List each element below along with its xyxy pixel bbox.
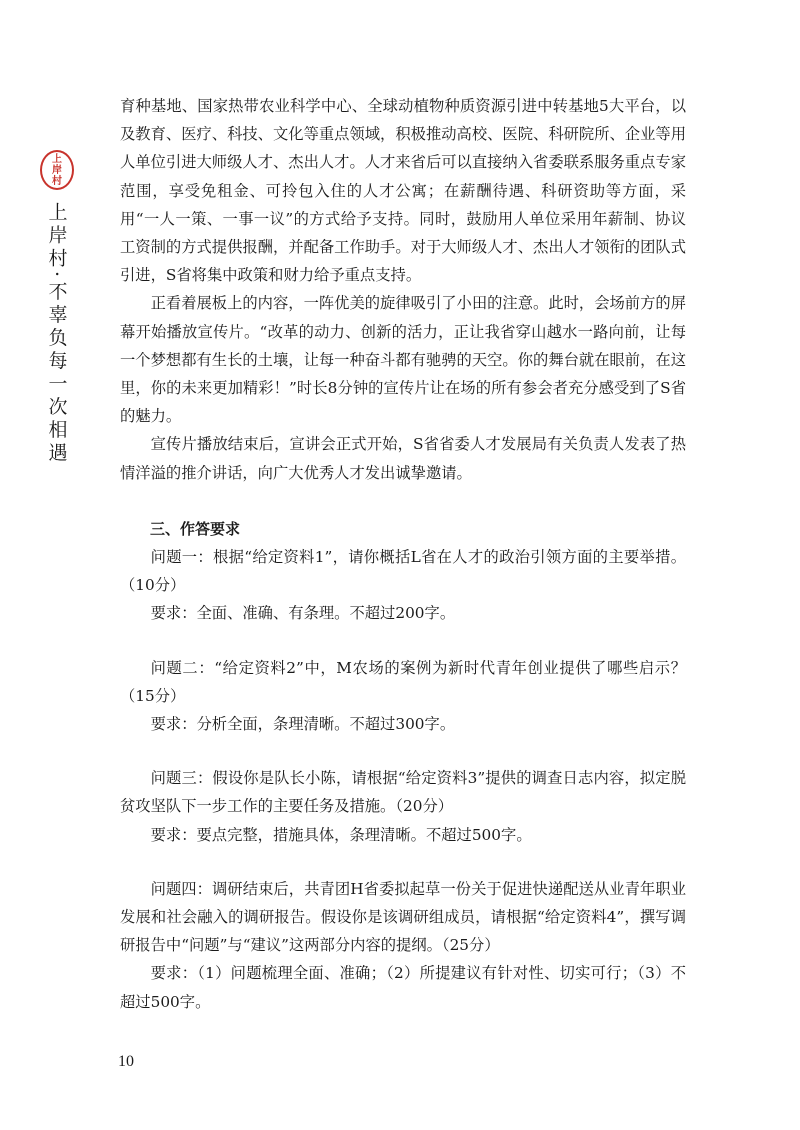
question-2: 问题二：“给定资料2”中，M农场的案例为新时代青年创业提供了哪些启示？（15分） bbox=[120, 658, 686, 705]
paragraph: 宣传片播放结束后，宣讲会正式开始，S省省委人才发展局有关负责人发表了热情洋溢的推介讲话，向广大优秀人才发出诚挚邀请。 bbox=[120, 435, 686, 482]
seal-logo-text: 上岸村 bbox=[52, 153, 62, 187]
side-brand bbox=[37, 150, 77, 465]
question-3: 问题三：假设你是队长小陈，请根据“给定资料3”提供的调查日志内容，拟定脱贫攻坚队下一步工作的主要任务及措施。（20分） bbox=[120, 769, 686, 816]
page-content bbox=[120, 92, 686, 1016]
seal-logo bbox=[40, 150, 74, 190]
requirement-4: 要求：（1）问题梳理全面、准确；（2）所提建议有针对性、切实可行；（3）不超过500字。 bbox=[120, 964, 686, 1011]
question-4: 问题四：调研结束后，共青团H省委拟起草一份关于促进快递配送从业青年职业发展和社会融入的调研报告。假设你是该调研组成员，请根据“给定资料4”，撰写调研报告中“问题”与“建议”这两部分内容的提纲。（25分） bbox=[120, 879, 686, 955]
question-1: 问题一：根据“给定资料1”，请你概括L省在人才的政治引领方面的主要举措。（10分） bbox=[120, 548, 686, 595]
spacer bbox=[120, 849, 686, 875]
requirement-2: 要求：分析全面，条理清晰。不超过300字。 bbox=[150, 715, 456, 734]
spacer bbox=[120, 738, 686, 764]
paragraph-continued: 育种基地、国家热带农业科学中心、全球动植物种质资源引进中转基地5大平台，以及教育、医疗、科技、文化等重点领域，积极推动高校、医院、科研院所、企业等用人单位引进大师级人才、杰出人才。人才来省后可以直接纳入省委联系服务重点专家范围，享受免租金、可拎包入住的人才公寓；在薪酬待遇、科研资助等方面，采用“一人一策、一事一议”的方式给予支持。同时，鼓励用人单位采用年薪制、协议工资制的方式提供报酬，并配备工作助手。对于大师级人才、杰出人才领衔的团队式引进，S省将集中政策和财力给予重点支持。 bbox=[120, 97, 686, 285]
section-heading: 三、作答要求 bbox=[150, 519, 241, 538]
requirement-1: 要求：全面、准确、有条理。不超过200字。 bbox=[150, 604, 456, 623]
spacer bbox=[120, 628, 686, 654]
requirement-3: 要求：要点完整，措施具体，条理清晰。不超过500字。 bbox=[150, 825, 532, 844]
spacer bbox=[120, 487, 686, 515]
vertical-brand-title: 上岸村·不辜负每一次相遇 bbox=[45, 202, 68, 466]
paragraph: 正看着展板上的内容，一阵优美的旋律吸引了小田的注意。此时，会场前方的屏幕开始播放宣传片。“改革的动力、创新的活力，正让我省穿山越水一路向前，让每一个梦想都有生长的土壤，让每一种奋斗都有驰骋的天空。你的舞台就在眼前，在这里，你的未来更加精彩！”时长8分钟的宣传片让在场的所有参会者充分感受到了S省的魅力。 bbox=[120, 294, 686, 426]
page-number: 10 bbox=[118, 1053, 134, 1070]
